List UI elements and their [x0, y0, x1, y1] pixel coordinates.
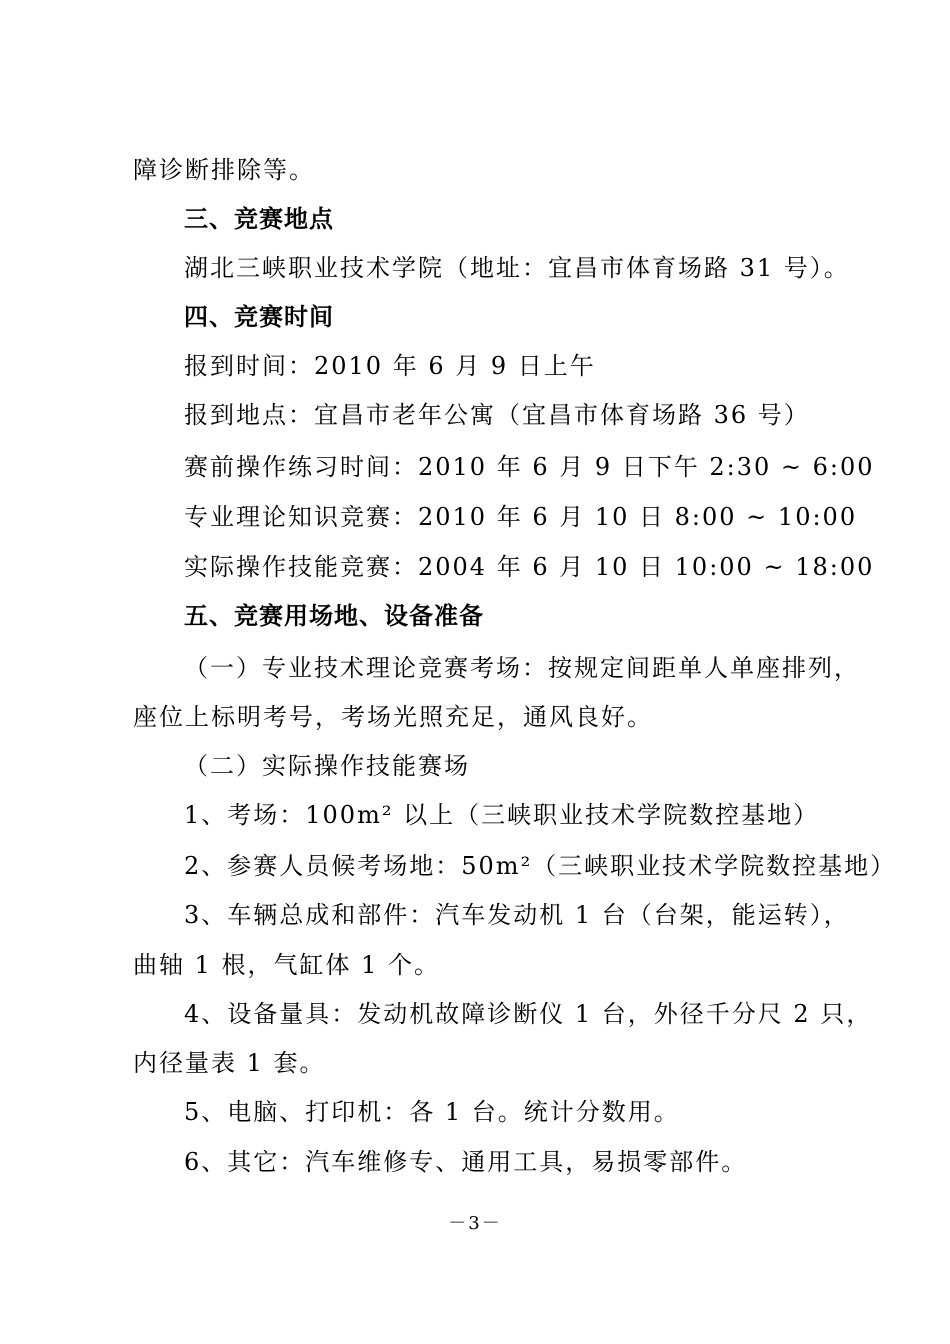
- section-heading: 五、竞赛用场地、设备准备: [184, 601, 484, 630]
- paragraph-line: 专业理论知识竞赛：2010 年 6 月 10 日 8:00 ~ 10:00: [184, 503, 858, 531]
- list-item: 2、参赛人员候考场地：50m²（三峡职业技术学院数控基地）: [184, 852, 897, 880]
- section-heading: 三、竞赛地点: [184, 204, 334, 233]
- paragraph-line: 报到时间：2010 年 6 月 9 日上午: [184, 352, 596, 380]
- list-item: 5、电脑、打印机：各 1 台。统计分数用。: [184, 1098, 680, 1126]
- list-item: 4、设备量具：发动机故障诊断仪 1 台，外径千分尺 2 只，: [184, 1000, 873, 1028]
- page-number: －3－: [448, 1213, 502, 1234]
- section-heading: 四、竞赛时间: [184, 302, 334, 331]
- paragraph-line: 障诊断排除等。: [133, 156, 315, 184]
- paragraph-line: 曲轴 1 根，气缸体 1 个。: [133, 951, 441, 979]
- paragraph-line: 报到地点：宜昌市老年公寓（宜昌市体育场路 36 号）: [184, 401, 810, 429]
- list-item: 6、其它：汽车维修专、通用工具，易损零部件。: [184, 1148, 748, 1176]
- paragraph-line: 实际操作技能竞赛：2004 年 6 月 10 日 10:00 ~ 18:00: [184, 553, 875, 581]
- paragraph-line: （二）实际操作技能赛场: [184, 752, 470, 780]
- paragraph-line: 赛前操作练习时间：2010 年 6 月 9 日下午 2:30 ~ 6:00: [184, 453, 875, 481]
- paragraph-line: （一）专业技术理论竞赛考场：按规定间距单人单座排列，: [184, 654, 860, 682]
- paragraph-line: 湖北三峡职业技术学院（地址：宜昌市体育场路 31 号）。: [184, 254, 850, 282]
- paragraph-line: 内径量表 1 套。: [133, 1049, 326, 1077]
- list-item: 1、考场：100m² 以上（三峡职业技术学院数控基地）: [184, 801, 820, 829]
- list-item: 3、车辆总成和部件：汽车发动机 1 台（台架，能运转），: [184, 901, 850, 929]
- paragraph-line: 座位上标明考号，考场光照充足，通风良好。: [133, 703, 653, 731]
